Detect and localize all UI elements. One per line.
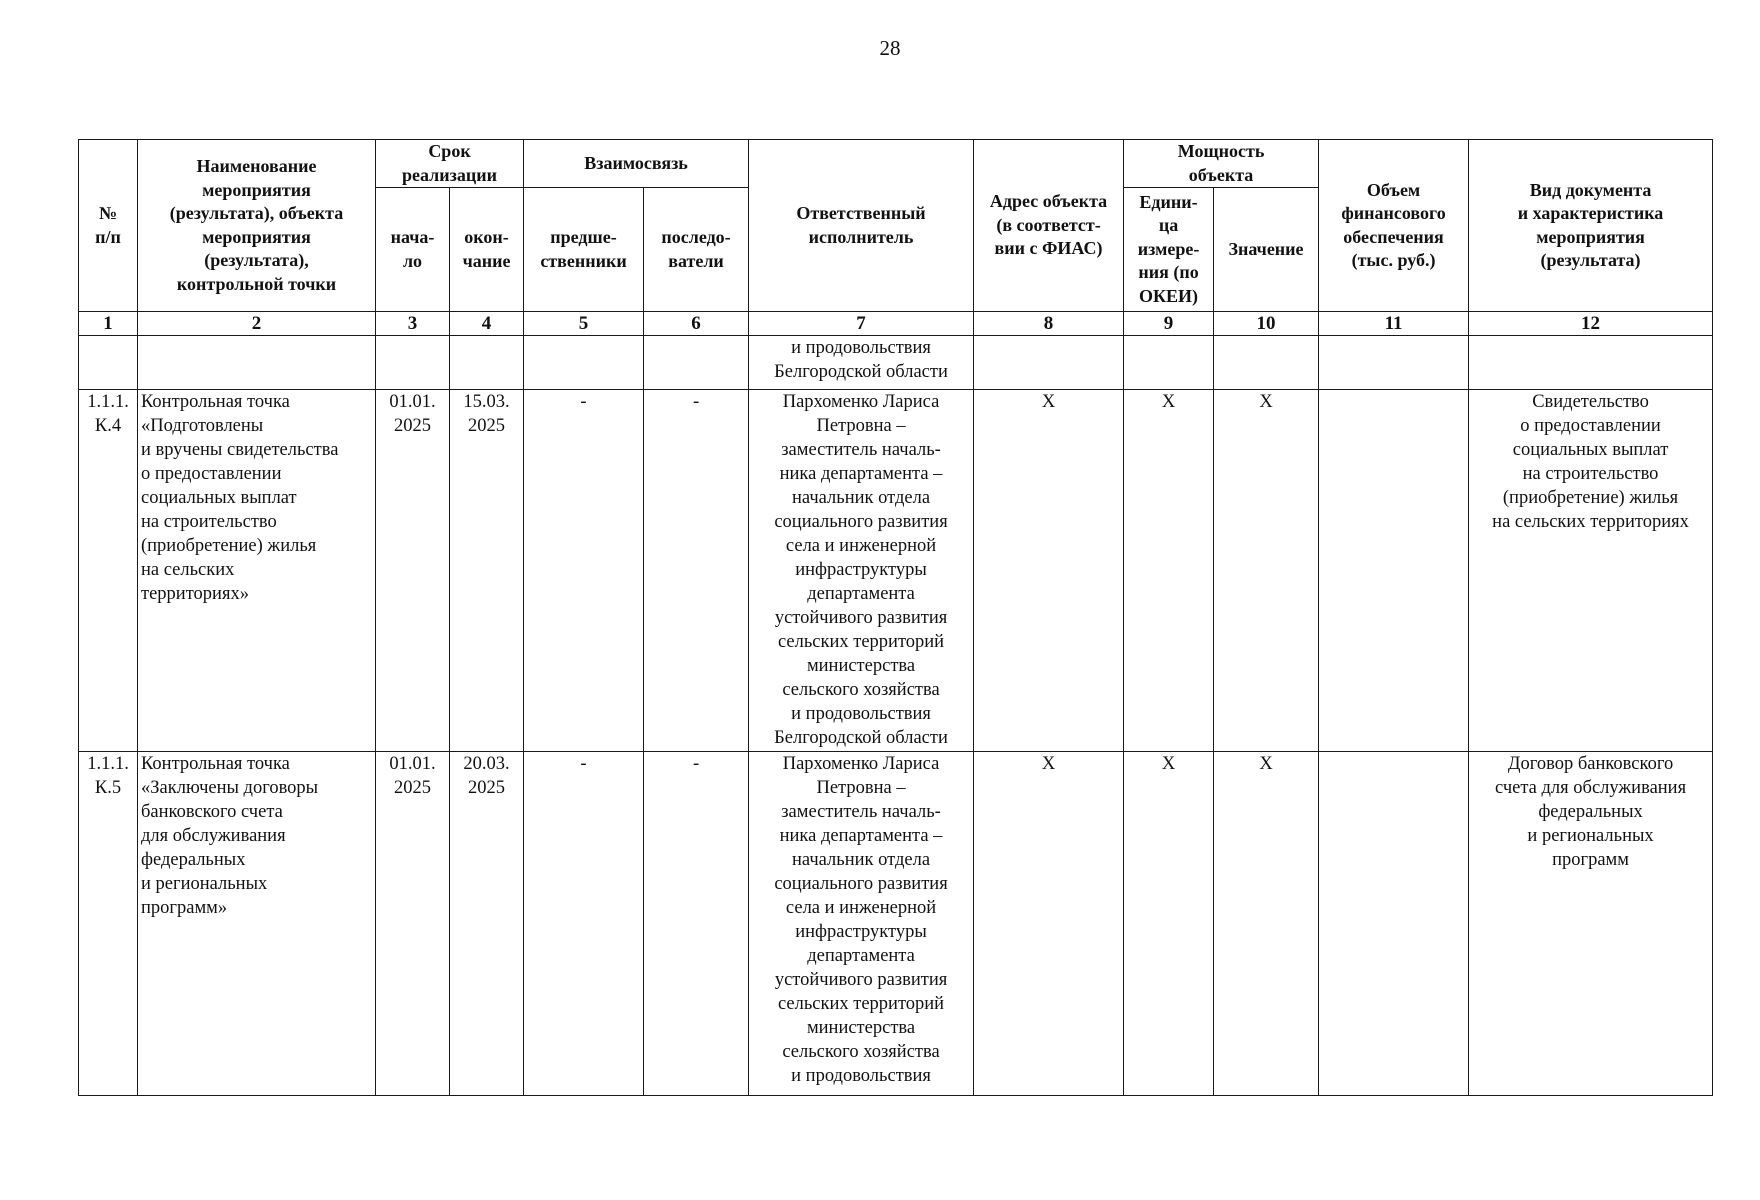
column-number: 6: [644, 312, 749, 336]
end-date-cell: 15.03. 2025: [450, 390, 524, 752]
responsible-cell: Пархоменко Лариса Петровна – заместитель началь- ника департамента – начальник отдела социального развития села и инженерной инфраструктуры департамента устойчивого развития сельских территорий министерства сельского хозяйства и продовольствия Белгородской области: [749, 390, 974, 752]
header-financing: Объем финансового обеспечения (тыс. руб.): [1319, 140, 1469, 312]
table-cell: [1319, 336, 1469, 390]
responsible-cell: Пархоменко Лариса Петровна – заместитель началь- ника департамента – начальник отдела социального развития села и инженерной инфраструктуры департамента устойчивого развития сельских территорий министерства сельского хозяйства и продовольствия: [749, 752, 974, 1096]
doc-type-cell: Свидетельство о предоставлении социальных выплат на строительство (приобретение) жилья на сельских территориях: [1469, 390, 1713, 752]
column-number: 10: [1214, 312, 1319, 336]
column-number: 5: [524, 312, 644, 336]
header-name: Наименование мероприятия (результата), объекта мероприятия (результата), контрольной точки: [138, 140, 376, 312]
successors-cell: -: [644, 752, 749, 1096]
header-num: № п/п: [79, 140, 138, 312]
header-doc-type: Вид документа и характеристика мероприятия (результата): [1469, 140, 1713, 312]
table-cell: [1469, 336, 1713, 390]
table-row: [79, 390, 1713, 752]
column-number: 9: [1124, 312, 1214, 336]
column-number: 3: [376, 312, 450, 336]
column-number: 12: [1469, 312, 1713, 336]
table-row: [79, 752, 1713, 1096]
num-cell: 1.1.1. К.4: [79, 390, 138, 752]
header-unit: Едини- ца измере- ния (по ОКЕИ): [1124, 188, 1214, 312]
table-cell: [376, 336, 450, 390]
name-cell: Контрольная точка «Заключены договоры банковского счета для обслуживания федеральных и региональных программ»: [138, 752, 376, 1096]
column-number: 1: [79, 312, 138, 336]
table-cell: [974, 336, 1124, 390]
responsible-cell: и продовольствия Белгородской области: [749, 336, 974, 390]
predecessors-cell: -: [524, 752, 644, 1096]
name-cell: Контрольная точка «Подготовлены и вручены свидетельства о предоставлении социальных выплат на строительство (приобретение) жилья на сельских территориях»: [138, 390, 376, 752]
value-cell: X: [1214, 752, 1319, 1096]
predecessors-cell: -: [524, 390, 644, 752]
unit-cell: X: [1124, 390, 1214, 752]
continuation-row: [79, 336, 1713, 390]
column-number: 8: [974, 312, 1124, 336]
unit-cell: X: [1124, 752, 1214, 1096]
header-value: Значение: [1214, 188, 1319, 312]
events-table: [78, 139, 1713, 1096]
table-cell: [1124, 336, 1214, 390]
address-cell: X: [974, 390, 1124, 752]
table-cell: [1214, 336, 1319, 390]
successors-cell: -: [644, 390, 749, 752]
column-number: 7: [749, 312, 974, 336]
events-table-wrapper: [78, 139, 1713, 1096]
table-cell: [79, 336, 138, 390]
end-date-cell: 20.03. 2025: [450, 752, 524, 1096]
header-address: Адрес объекта (в соответст- вии с ФИАС): [974, 140, 1124, 312]
column-numbers-row: [79, 312, 1713, 336]
start-date-cell: 01.01. 2025: [376, 390, 450, 752]
header-period: Срок реализации: [376, 140, 524, 188]
page-number: 28: [879, 36, 901, 60]
table-cell: [138, 336, 376, 390]
address-cell: X: [974, 752, 1124, 1096]
header-start: нача- ло: [376, 188, 450, 312]
column-number: 11: [1319, 312, 1469, 336]
header-predecessors: предше- ственники: [524, 188, 644, 312]
header-responsible: Ответственный исполнитель: [749, 140, 974, 312]
start-date-cell: 01.01. 2025: [376, 752, 450, 1096]
column-number: 4: [450, 312, 524, 336]
financing-cell: [1319, 752, 1469, 1096]
table-cell: [644, 336, 749, 390]
doc-type-cell: Договор банковского счета для обслуживания федеральных и региональных программ: [1469, 752, 1713, 1096]
value-cell: X: [1214, 390, 1319, 752]
header-successors: последо- ватели: [644, 188, 749, 312]
header-end: окон- чание: [450, 188, 524, 312]
header-row-top: [79, 140, 1713, 188]
table-cell: [450, 336, 524, 390]
header-relation: Взаимосвязь: [524, 140, 749, 188]
column-number: 2: [138, 312, 376, 336]
financing-cell: [1319, 390, 1469, 752]
table-cell: [524, 336, 644, 390]
header-capacity: Мощность объекта: [1124, 140, 1319, 188]
num-cell: 1.1.1. К.5: [79, 752, 138, 1096]
